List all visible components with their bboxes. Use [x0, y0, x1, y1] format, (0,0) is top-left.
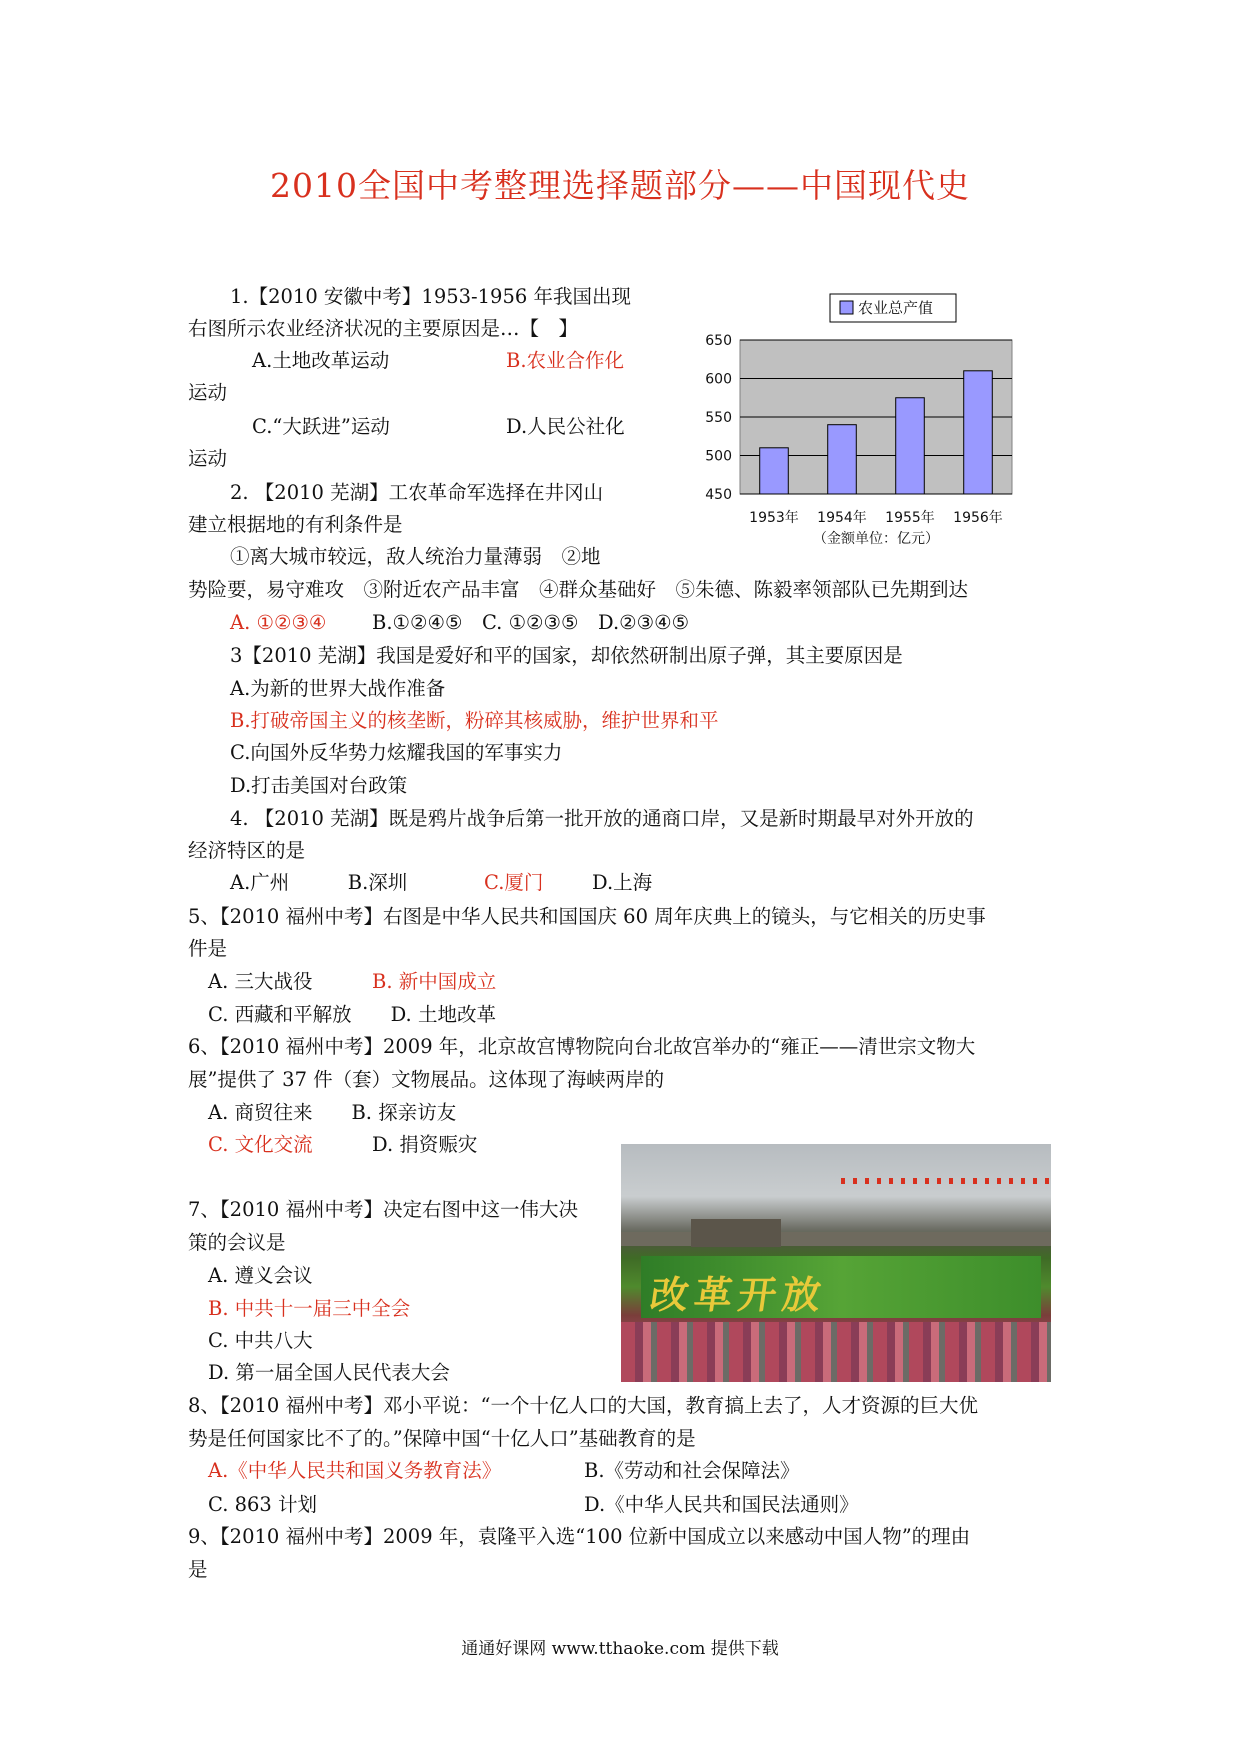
q2-line1: 2. 【2010 芜湖】工农革命军选择在井冈山	[230, 481, 604, 504]
chart-y-tick-label: 600	[705, 371, 732, 388]
agriculture-bar-chart	[690, 290, 1050, 560]
chart-y-tick-label: 650	[705, 333, 732, 349]
q8-option-b: B.《劳动和社会保障法》	[584, 1459, 800, 1482]
q4-line2: 经济特区的是	[188, 839, 306, 862]
q9-line1: 9、【2010 福州中考】2009 年，袁隆平入选“100 位新中国成立以来感动中国人物”的理由	[188, 1525, 971, 1548]
q5-line1: 5、【2010 福州中考】右图是中华人民共和国国庆 60 周年庆典上的镜头，与它相关的历史事	[188, 905, 986, 928]
chart-x-tick-label: 1954年	[817, 510, 867, 526]
page-title: 2010全国中考整理选择题部分——中国现代史	[270, 166, 970, 205]
chart-x-tick-label: 1953年	[749, 510, 799, 526]
q3-option-b-answer: B.打破帝国主义的核垄断，粉碎其核威胁，维护世界和平	[230, 709, 719, 732]
q7-line2: 策的会议是	[188, 1231, 286, 1254]
q3-line1: 3【2010 芜湖】我国是爱好和平的国家，却依然研制出原子弹，其主要原因是	[230, 644, 903, 667]
q8-option-c: C. 863 计划	[208, 1493, 318, 1516]
photo-gate-wall	[621, 1232, 1051, 1246]
chart-x-tick-label: 1955年	[885, 510, 935, 526]
q7-option-a: A. 遵义会议	[208, 1264, 313, 1287]
q2-options: B.①②④⑤ C. ①②③⑤ D.②③④⑤	[372, 611, 690, 634]
chart-bar	[828, 425, 857, 494]
q1-option-b-answer: B.农业合作化	[506, 349, 625, 372]
q2-option-a-answer: A. ①②③④	[230, 611, 327, 634]
q1-option-c: C.“大跃进”运动	[252, 415, 390, 438]
chart-bar	[964, 371, 993, 494]
q1-option-d-cont: 运动	[188, 447, 228, 470]
q1-option-a: A.土地改革运动	[252, 349, 390, 372]
q5-option-b-answer: B. 新中国成立	[372, 970, 497, 993]
q8-option-a-answer: A.《中华人民共和国义务教育法》	[208, 1459, 502, 1482]
q5-option-a: A. 三大战役	[208, 970, 313, 993]
chart-bar	[760, 448, 789, 494]
q1-option-b-cont: 运动	[188, 381, 228, 404]
q5-line2: 件是	[188, 937, 228, 960]
page-footer: 通通好课网 www.tthaoke.com 提供下载	[461, 1639, 779, 1659]
q1-line2: 右图所示农业经济状况的主要原因是…【 】	[188, 317, 579, 340]
photo-tiananmen-building	[691, 1219, 781, 1247]
chart-legend-label: 农业总产值	[858, 299, 934, 317]
q6-line1: 6、【2010 福州中考】2009 年，北京故宫博物院向台北故宫举办的“雍正——清世宗文物大	[188, 1035, 976, 1058]
chart-y-tick-label: 550	[705, 410, 732, 426]
q4-option-d: D.上海	[592, 871, 653, 894]
q7-line1: 7、【2010 福州中考】决定右图中这一伟大决	[188, 1198, 578, 1221]
chart-x-axis-label: （金额单位：亿元）	[813, 531, 939, 547]
national-day-parade-photo	[621, 1144, 1051, 1382]
q1-option-d: D.人民公社化	[506, 415, 625, 438]
q4-line1: 4. 【2010 芜湖】既是鸦片战争后第一批开放的通商口岸，又是新时期最早对外开放的	[230, 807, 974, 830]
q6-option-d: D. 捐资赈灾	[372, 1133, 478, 1156]
chart-x-tick-label: 1956年	[953, 510, 1003, 526]
chart-y-tick-label: 500	[705, 448, 732, 465]
chart-legend-swatch	[840, 301, 853, 314]
q2-line4: 势险要，易守难攻 ③附近农产品丰富 ④群众基础好 ⑤朱德、陈毅率领部队已先期到达	[188, 578, 969, 601]
q4-options-ab: A.广州 B.深圳	[230, 871, 408, 894]
q6-options-ab: A. 商贸往来 B. 探亲访友	[208, 1101, 457, 1124]
q7-option-d: D. 第一届全国人民代表大会	[208, 1361, 450, 1384]
photo-flags	[841, 1178, 1051, 1184]
q3-option-a: A.为新的世界大战作准备	[230, 677, 446, 700]
q3-option-d: D.打击美国对台政策	[230, 774, 408, 797]
q1-line1: 1.【2010 安徽中考】1953-1956 年我国出现	[230, 285, 631, 308]
q7-option-c: C. 中共八大	[208, 1329, 313, 1352]
q2-line3: ①离大城市较远，敌人统治力量薄弱 ②地	[230, 545, 601, 568]
q6-line2: 展”提供了 37 件（套）文物展品。这体现了海峡两岸的	[188, 1068, 665, 1091]
photo-parade-crowd	[621, 1322, 1051, 1382]
q8-line2: 势是任何国家比不了的。”保障中国“十亿人口”基础教育的是	[188, 1427, 696, 1450]
q9-line2: 是	[188, 1558, 208, 1581]
q4-option-c-answer: C.厦门	[484, 871, 544, 894]
photo-slogan: 改革开放	[647, 1273, 830, 1317]
q8-option-d: D.《中华人民共和国民法通则》	[584, 1493, 859, 1516]
q6-option-c-answer: C. 文化交流	[208, 1133, 313, 1156]
q3-option-c: C.向国外反华势力炫耀我国的军事实力	[230, 741, 563, 764]
chart-bar	[896, 398, 925, 494]
q7-option-b-answer: B. 中共十一届三中全会	[208, 1297, 411, 1320]
q2-line2: 建立根据地的有利条件是	[188, 513, 403, 536]
q8-line1: 8、【2010 福州中考】邓小平说：“一个十亿人口的大国，教育搞上去了，人才资源的巨大优	[188, 1394, 978, 1417]
chart-y-tick-label: 450	[705, 487, 732, 503]
q5-options-cd: C. 西藏和平解放 D. 土地改革	[208, 1003, 496, 1026]
